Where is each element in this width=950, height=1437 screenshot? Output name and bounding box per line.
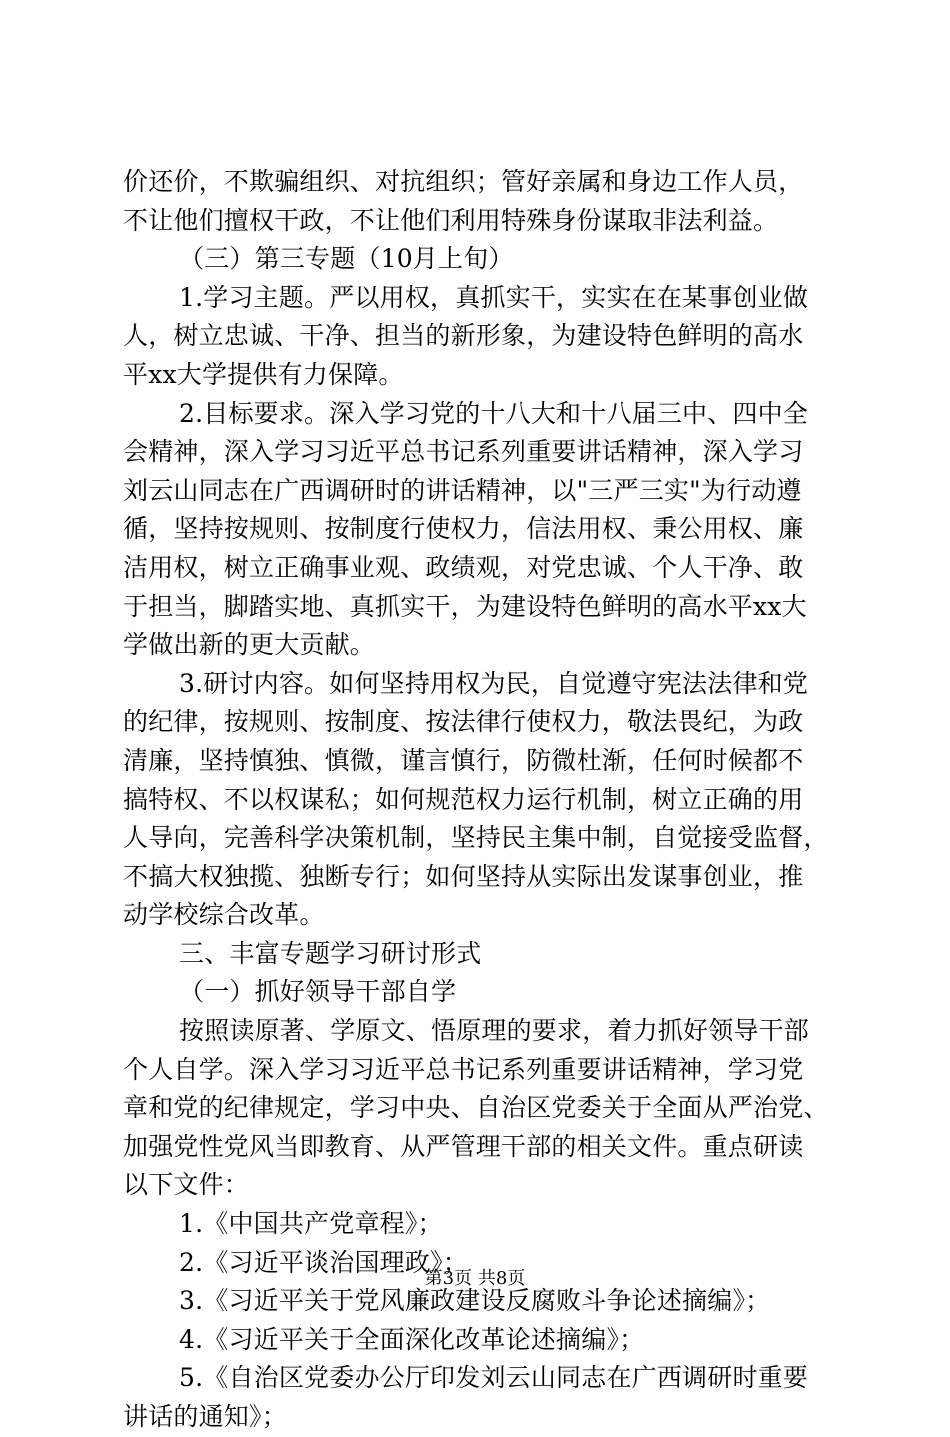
text-line: 会精神，深入学习习近平总书记系列重要讲话精神，深入学习 — [123, 437, 804, 467]
text-line: 不搞大权独揽、独断专行；如何坚持从实际出发谋事创业，推 — [123, 861, 804, 891]
text-line: 价还价，不欺骗组织、对抗组织；管好亲属和身边工作人员， — [123, 167, 804, 196]
text-line: 人，树立忠诚、干净、担当的新形象，为建设特色鲜明的高水 — [123, 321, 804, 351]
text-line: 4.《习近平关于全面深化改革论述摘编》； — [179, 1324, 645, 1354]
text-line: 学做出新的更大贡献。 — [123, 630, 376, 660]
text-line: 的纪律，按规则、按制度、按法律行使权力，敬法畏纪，为政 — [123, 707, 804, 737]
text-line: 三、丰富专题学习研讨形式 — [179, 938, 482, 968]
text-line: 讲话的通知》； — [123, 1402, 287, 1431]
text-line: 于担当，脚踏实地、真抓实干，为建设特色鲜明的高水平xx大 — [123, 591, 807, 621]
page-number-label: 第3页 共8页 — [424, 1268, 526, 1289]
text-line: 2.《习近平谈治国理政》； — [179, 1247, 468, 1277]
text-line: 清廉，坚持慎独、慎微，谨言慎行，防微杜渐，任何时候都不 — [123, 745, 804, 775]
text-line: 不让他们擅权干政，不让他们利用特殊身份谋取非法利益。 — [123, 205, 779, 235]
text-line: 5.《自治区党委办公厅印发刘云山同志在广西调研时重要 — [179, 1363, 809, 1393]
text-line: 3.研讨内容。如何坚持用权为民，自觉遵守宪法法律和党 — [179, 668, 809, 698]
text-line: 刘云山同志在广西调研时的讲话精神，以"三严三实"为行动遵 — [123, 475, 802, 505]
text-line: 加强党性党风当即教育、从严管理干部的相关文件。重点研读 — [123, 1131, 804, 1161]
text-line: 搞特权、不以权谋私；如何规范权力运行机制，树立正确的用 — [123, 784, 804, 814]
text-line: 1.《中国共产党章程》； — [179, 1209, 443, 1239]
text-line: 循，坚持按规则、按制度行使权力，信法用权、秉公用权、廉 — [123, 514, 804, 544]
text-line: 平xx大学提供有力保障。 — [123, 359, 404, 389]
text-line: 章和党的纪律规定，学习中央、自治区党委关于全面从严治党、 — [123, 1093, 829, 1123]
text-line: 2.目标要求。深入学习党的十八大和十八届三中、四中全 — [179, 398, 809, 428]
page-footer — [0, 1268, 950, 1290]
text-line: （一）抓好领导干部自学 — [179, 977, 457, 1007]
document-body — [123, 163, 845, 1437]
text-line: 个人自学。深入学习习近平总书记系列重要讲话精神，学习党 — [123, 1054, 804, 1084]
text-line: 以下文件： — [123, 1170, 250, 1200]
text-line: 1.学习主题。严以用权，真抓实干，实实在在某事创业做 — [179, 282, 809, 312]
text-line: 洁用权，树立正确事业观、政绩观，对党忠诚、个人干净、敢 — [123, 552, 804, 582]
text-line: 人导向，完善科学决策机制，坚持民主集中制，自觉接受监督， — [123, 823, 829, 853]
text-line: 按照读原著、学原文、悟原理的要求，着力抓好领导干部 — [179, 1016, 810, 1046]
text-line: （三）第三专题（10月上旬） — [179, 244, 514, 274]
text-line: 3.《习近平关于党风廉政建设反腐败斗争论述摘编》； — [179, 1286, 771, 1316]
text-line: 动学校综合改革。 — [123, 900, 325, 930]
